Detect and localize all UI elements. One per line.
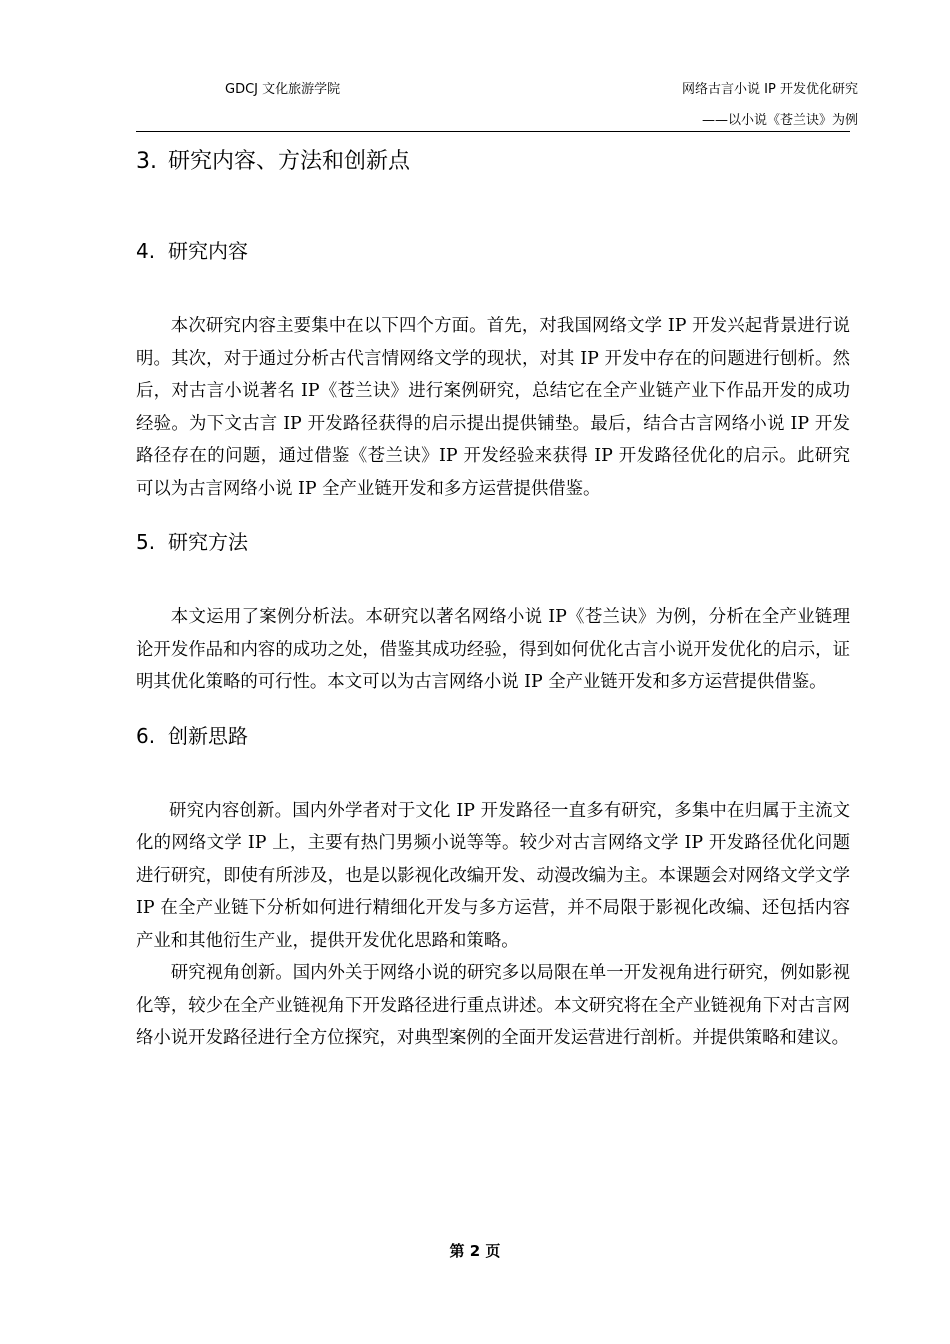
section-5-title: 研究方法 <box>168 530 248 554</box>
section-5-heading <box>136 527 850 557</box>
section-5-number: 5. <box>136 530 156 554</box>
page-body <box>136 140 850 1055</box>
section-4-paragraph: 本次研究内容主要集中在以下四个方面。首先，对我国网络文学 IP 开发兴起背景进行说明。其次，对于通过分析古代言情网络文学的现状，对其 IP 开发中存在的问题进行刨析。然后，对古言小说著名 IP《苍兰诀》进行案例研究，总结它在全产业链产业下作品开发的成功经验。为下文古言 IP 开发路径获得的启示提出提供铺垫。最后，结合古言网络小说 IP 开发路径存在的问题，通过借鉴《苍兰诀》IP 开发经验来获得 IP 开发路径优化的启示。此研究可以为古言网络小说 IP 全产业链开发和多方运营提供借鉴。 <box>136 316 850 499</box>
section-5-paragraph: 本文运用了案例分析法。本研究以著名网络小说 IP《苍兰诀》为例，分析在全产业链理论开发作品和内容的成功之处，借鉴其成功经验，得到如何优化古言小说开发优化的启示，证明其优化策略的可行性。本文可以为古言网络小说 IP 全产业链开发和多方运营提供借鉴。 <box>136 607 850 692</box>
header-school: GDCJ 文化旅游学院 <box>225 82 341 97</box>
section-4-heading <box>136 236 850 266</box>
section-4-number: 4. <box>136 239 156 263</box>
section-3-number: 3. <box>136 149 157 174</box>
section-6-paragraph-2: 研究视角创新。国内外关于网络小说的研究多以局限在单一开发视角进行研究，例如影视化等，较少在全产业链视角下开发路径进行重点讲述。本文研究将在全产业链视角下对古言网络小说开发路径进行全方位探究，对典型案例的全面开发运营进行剖析。并提供策略和建议。 <box>136 963 850 1048</box>
page-number: 第 2 页 <box>449 1242 501 1260</box>
header-rule <box>136 131 850 132</box>
section-3-title: 研究内容、方法和创新点 <box>168 149 411 174</box>
header-title: 网络古言小说 IP 开发优化研究 <box>682 82 858 97</box>
section-6-number: 6. <box>136 723 156 748</box>
section-6-title: 创新思路 <box>168 723 248 748</box>
section-6-paragraph-1: 研究内容创新。国内外学者对于文化 IP 开发路径一直多有研究，多集中在归属于主流文化的网络文学 IP 上，主要有热门男频小说等等。较少对古言网络文学 IP 开发路径优化问题进行研究，即使有所涉及，也是以影视化改编开发、动漫改编为主。本课题会对网络文学文学 IP 在全产业链下分析如何进行精细化开发与多方运营，并不局限于影视化改编、还包括内容产业和其他衍生产业，提供开发优化思路和策略。 <box>136 800 850 951</box>
section-3-heading <box>136 144 850 180</box>
section-6-heading <box>136 721 850 751</box>
section-4-title: 研究内容 <box>168 239 248 263</box>
header-subtitle: ——以小说《苍兰诀》为例 <box>701 113 858 128</box>
